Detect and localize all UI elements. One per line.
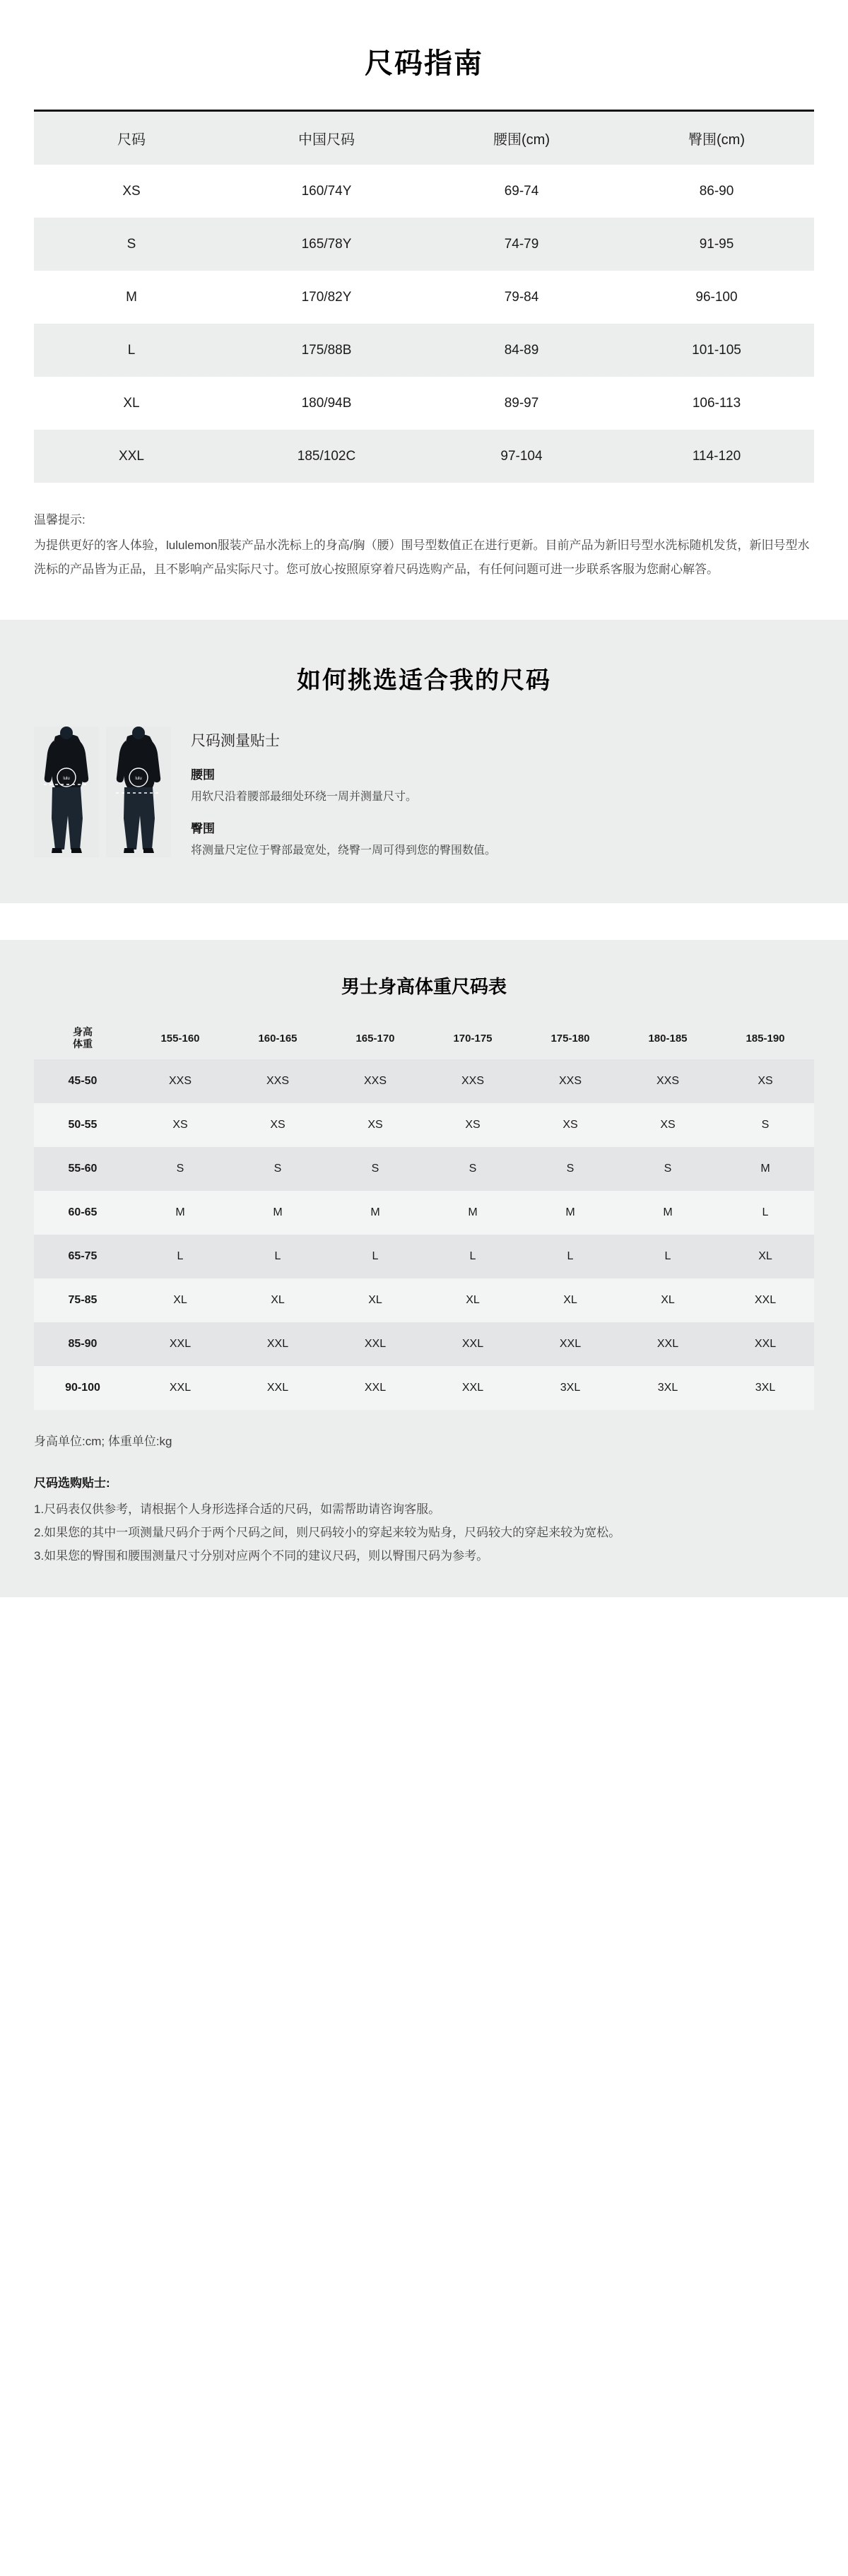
matrix-cell: XL	[271, 1294, 285, 1306]
matrix-weight-header: 55-60	[68, 1163, 98, 1175]
table-row	[34, 430, 814, 483]
svg-text:lulu: lulu	[63, 777, 70, 781]
matrix-weight-header: 90-100	[65, 1382, 100, 1394]
table-row	[34, 1322, 814, 1366]
figure-waist-measure	[34, 727, 99, 857]
matrix-cell: XL	[758, 1250, 772, 1262]
matrix-cell: L	[762, 1206, 769, 1218]
table-row	[34, 324, 814, 377]
column-header-cn-size: 中国尺码	[229, 112, 424, 165]
matrix-height-header: 160-165	[229, 1017, 326, 1059]
cell-size: L	[127, 342, 136, 358]
table-row	[34, 1366, 814, 1410]
matrix-cell: L	[274, 1250, 281, 1262]
matrix-height-header: 170-175	[424, 1017, 522, 1059]
matrix-cell: M	[273, 1206, 283, 1218]
matrix-cell: L	[372, 1250, 379, 1262]
cell-cn-size: 160/74Y	[301, 183, 352, 199]
table-row	[34, 1278, 814, 1322]
matrix-cell: XS	[758, 1075, 773, 1087]
size-table-head	[34, 112, 814, 165]
matrix-cell: S	[566, 1163, 575, 1175]
cell-cn-size: 170/82Y	[301, 289, 352, 305]
hip-figure-icon	[106, 727, 171, 857]
column-header-hip: 臀围(cm)	[619, 112, 814, 165]
matrix-height-header: 180-185	[619, 1017, 717, 1059]
table-row	[34, 1147, 814, 1191]
waist-description: 用软尺沿着腰部最细处环绕一周并测量尺寸。	[191, 791, 418, 803]
matrix-cell: XXS	[461, 1075, 484, 1087]
matrix-height-header: 155-160	[131, 1017, 229, 1059]
matrix-cell: S	[371, 1163, 379, 1175]
section-end-spacer	[0, 1596, 848, 1597]
table-row	[34, 377, 814, 430]
matrix-cell: L	[567, 1250, 574, 1262]
warm-tips	[34, 508, 814, 582]
matrix-weight-header: 85-90	[68, 1338, 98, 1350]
matrix-height-header: 165-170	[326, 1017, 424, 1059]
cell-waist: 84-89	[504, 342, 539, 358]
cell-size: S	[126, 236, 136, 252]
hip-label: 臀围	[191, 822, 215, 835]
cell-hip: 101-105	[692, 342, 741, 358]
cell-hip: 106-113	[692, 395, 741, 411]
matrix-cell: XXL	[461, 1382, 484, 1394]
measure-tips-text	[191, 727, 814, 861]
table-row	[34, 271, 814, 324]
cell-cn-size: 175/88B	[301, 342, 352, 358]
matrix-weight-header: 60-65	[68, 1206, 98, 1218]
matrix-cell: XS	[367, 1119, 383, 1131]
purchase-advice-heading: 尺码选购贴士:	[34, 1476, 110, 1490]
matrix-cell: XS	[270, 1119, 285, 1131]
hip-description: 将测量尺定位于臀部最宽处，绕臀一周可得到您的臀围数值。	[191, 845, 497, 857]
column-header-waist: 腰围(cm)	[424, 112, 619, 165]
matrix-cell: S	[273, 1163, 282, 1175]
matrix-height-header: 175-180	[522, 1017, 619, 1059]
size-matrix-section	[0, 940, 848, 1597]
matrix-cell: XXL	[559, 1338, 582, 1350]
table-row	[34, 1059, 814, 1103]
matrix-cell: XXL	[266, 1382, 289, 1394]
cell-size: XS	[122, 183, 141, 199]
matrix-cell: 3XL	[755, 1382, 776, 1394]
table-header-row	[34, 112, 814, 165]
size-matrix-title: 男士身高体重尺码表	[341, 976, 507, 997]
matrix-cell: L	[177, 1250, 184, 1262]
cell-waist: 69-74	[504, 183, 539, 199]
matrix-cell: L	[664, 1250, 671, 1262]
matrix-cell: M	[565, 1206, 575, 1218]
table-row	[34, 218, 814, 271]
matrix-height-header: 185-190	[717, 1017, 814, 1059]
matrix-cell: M	[663, 1206, 673, 1218]
matrix-weight-header: 75-85	[68, 1294, 98, 1306]
cell-waist: 74-79	[504, 236, 539, 252]
measure-tips-block	[34, 727, 814, 861]
units-note: 身高单位:cm; 体重单位:kg	[34, 1435, 172, 1448]
matrix-cell: M	[760, 1163, 770, 1175]
cell-size: XL	[123, 395, 140, 411]
matrix-cell: M	[468, 1206, 478, 1218]
cell-hip: 91-95	[699, 236, 734, 252]
matrix-head	[34, 1017, 814, 1059]
matrix-cell: XXL	[754, 1294, 777, 1306]
matrix-cell: S	[761, 1119, 770, 1131]
figure-illustrations	[34, 727, 171, 857]
corner-weight-label: 体重	[73, 1038, 93, 1049]
cell-waist: 89-97	[504, 395, 539, 411]
matrix-weight-header: 50-55	[68, 1119, 98, 1131]
cell-cn-size: 185/102C	[297, 448, 356, 464]
how-to-pick-section	[0, 620, 848, 903]
size-matrix-table	[34, 1017, 814, 1410]
matrix-corner-header	[34, 1017, 131, 1059]
warm-tips-heading: 温馨提示:	[34, 513, 86, 527]
matrix-cell: XXS	[656, 1075, 679, 1087]
matrix-cell: XL	[368, 1294, 382, 1306]
waist-figure-icon	[34, 727, 99, 857]
svg-text:lulu: lulu	[135, 777, 142, 781]
cell-size: M	[126, 289, 137, 305]
size-table	[34, 112, 814, 483]
purchase-advice	[34, 1471, 814, 1596]
matrix-weight-header: 65-75	[68, 1250, 98, 1262]
how-to-pick-heading: 如何挑选适合我的尺码	[297, 667, 551, 694]
matrix-cell: XXL	[169, 1382, 192, 1394]
matrix-cell: XS	[660, 1119, 676, 1131]
warm-tips-body: 为提供更好的客人体验，lululemon服装产品水洗标上的身高/胸（腰）围号型数值正在进行更新。目前产品为新旧号型水洗标随机发货，新旧号型水洗标的产品皆为正品，且不影响产品实际尺寸。您可放心按照原穿着尺码选购产品，有任何问题可进一步联系客服为您耐心解答。	[34, 539, 810, 576]
corner-height-label: 身高	[73, 1025, 93, 1037]
table-row	[34, 1103, 814, 1147]
matrix-cell: 3XL	[560, 1382, 581, 1394]
matrix-cell: XL	[173, 1294, 187, 1306]
matrix-weight-header: 45-50	[68, 1075, 98, 1087]
matrix-cell: XL	[563, 1294, 577, 1306]
matrix-header-row	[34, 1017, 814, 1059]
matrix-cell: M	[370, 1206, 380, 1218]
matrix-cell: S	[664, 1163, 672, 1175]
table-row	[34, 1235, 814, 1278]
cell-hip: 86-90	[699, 183, 734, 199]
matrix-body	[34, 1059, 814, 1410]
purchase-advice-item: 2.如果您的其中一项测量尺码介于两个尺码之间，则尺码较小的穿起来较为贴身，尺码较大的穿起来较为宽松。	[34, 1526, 621, 1540]
size-guide-section	[0, 0, 848, 582]
figure-hip-measure	[106, 727, 171, 857]
cell-hip: 96-100	[695, 289, 738, 305]
cell-cn-size: 180/94B	[301, 395, 352, 411]
table-row	[34, 1191, 814, 1235]
cell-waist: 79-84	[504, 289, 539, 305]
matrix-cell: S	[469, 1163, 477, 1175]
purchase-advice-item: 1.尺码表仅供参考，请根据个人身形选择合适的尺码，如需帮助请咨询客服。	[34, 1502, 441, 1517]
measure-tips-title: 尺码测量贴士	[191, 733, 280, 749]
matrix-cell: XS	[172, 1119, 188, 1131]
matrix-cell: XS	[465, 1119, 481, 1131]
matrix-cell: XXS	[266, 1075, 289, 1087]
matrix-cell: XXL	[169, 1338, 192, 1350]
matrix-cell: XXL	[364, 1338, 387, 1350]
matrix-cell: XXL	[364, 1382, 387, 1394]
page-title: 尺码指南	[365, 48, 483, 79]
cell-hip: 114-120	[692, 448, 741, 464]
cell-waist: 97-104	[500, 448, 543, 464]
cell-cn-size: 165/78Y	[301, 236, 352, 252]
purchase-advice-item: 3.如果您的臀围和腰围测量尺寸分别对应两个不同的建议尺码，则以臀围尺码为参考。	[34, 1549, 489, 1563]
matrix-cell: XXL	[266, 1338, 289, 1350]
matrix-cell: S	[176, 1163, 184, 1175]
matrix-cell: XXL	[656, 1338, 679, 1350]
matrix-cell: M	[175, 1206, 185, 1218]
matrix-cell: XXS	[168, 1075, 192, 1087]
matrix-cell: XL	[661, 1294, 675, 1306]
cell-size: XXL	[119, 448, 144, 464]
matrix-cell: XL	[466, 1294, 480, 1306]
matrix-cell: XXL	[754, 1338, 777, 1350]
matrix-cell: XXS	[558, 1075, 582, 1087]
matrix-cell: XXS	[363, 1075, 387, 1087]
table-row	[34, 165, 814, 218]
size-table-body	[34, 165, 814, 483]
column-header-size: 尺码	[34, 112, 229, 165]
matrix-cell: 3XL	[657, 1382, 678, 1394]
matrix-cell: XS	[563, 1119, 578, 1131]
waist-label: 腰围	[191, 768, 215, 782]
matrix-cell: XXL	[461, 1338, 484, 1350]
matrix-cell: L	[469, 1250, 476, 1262]
